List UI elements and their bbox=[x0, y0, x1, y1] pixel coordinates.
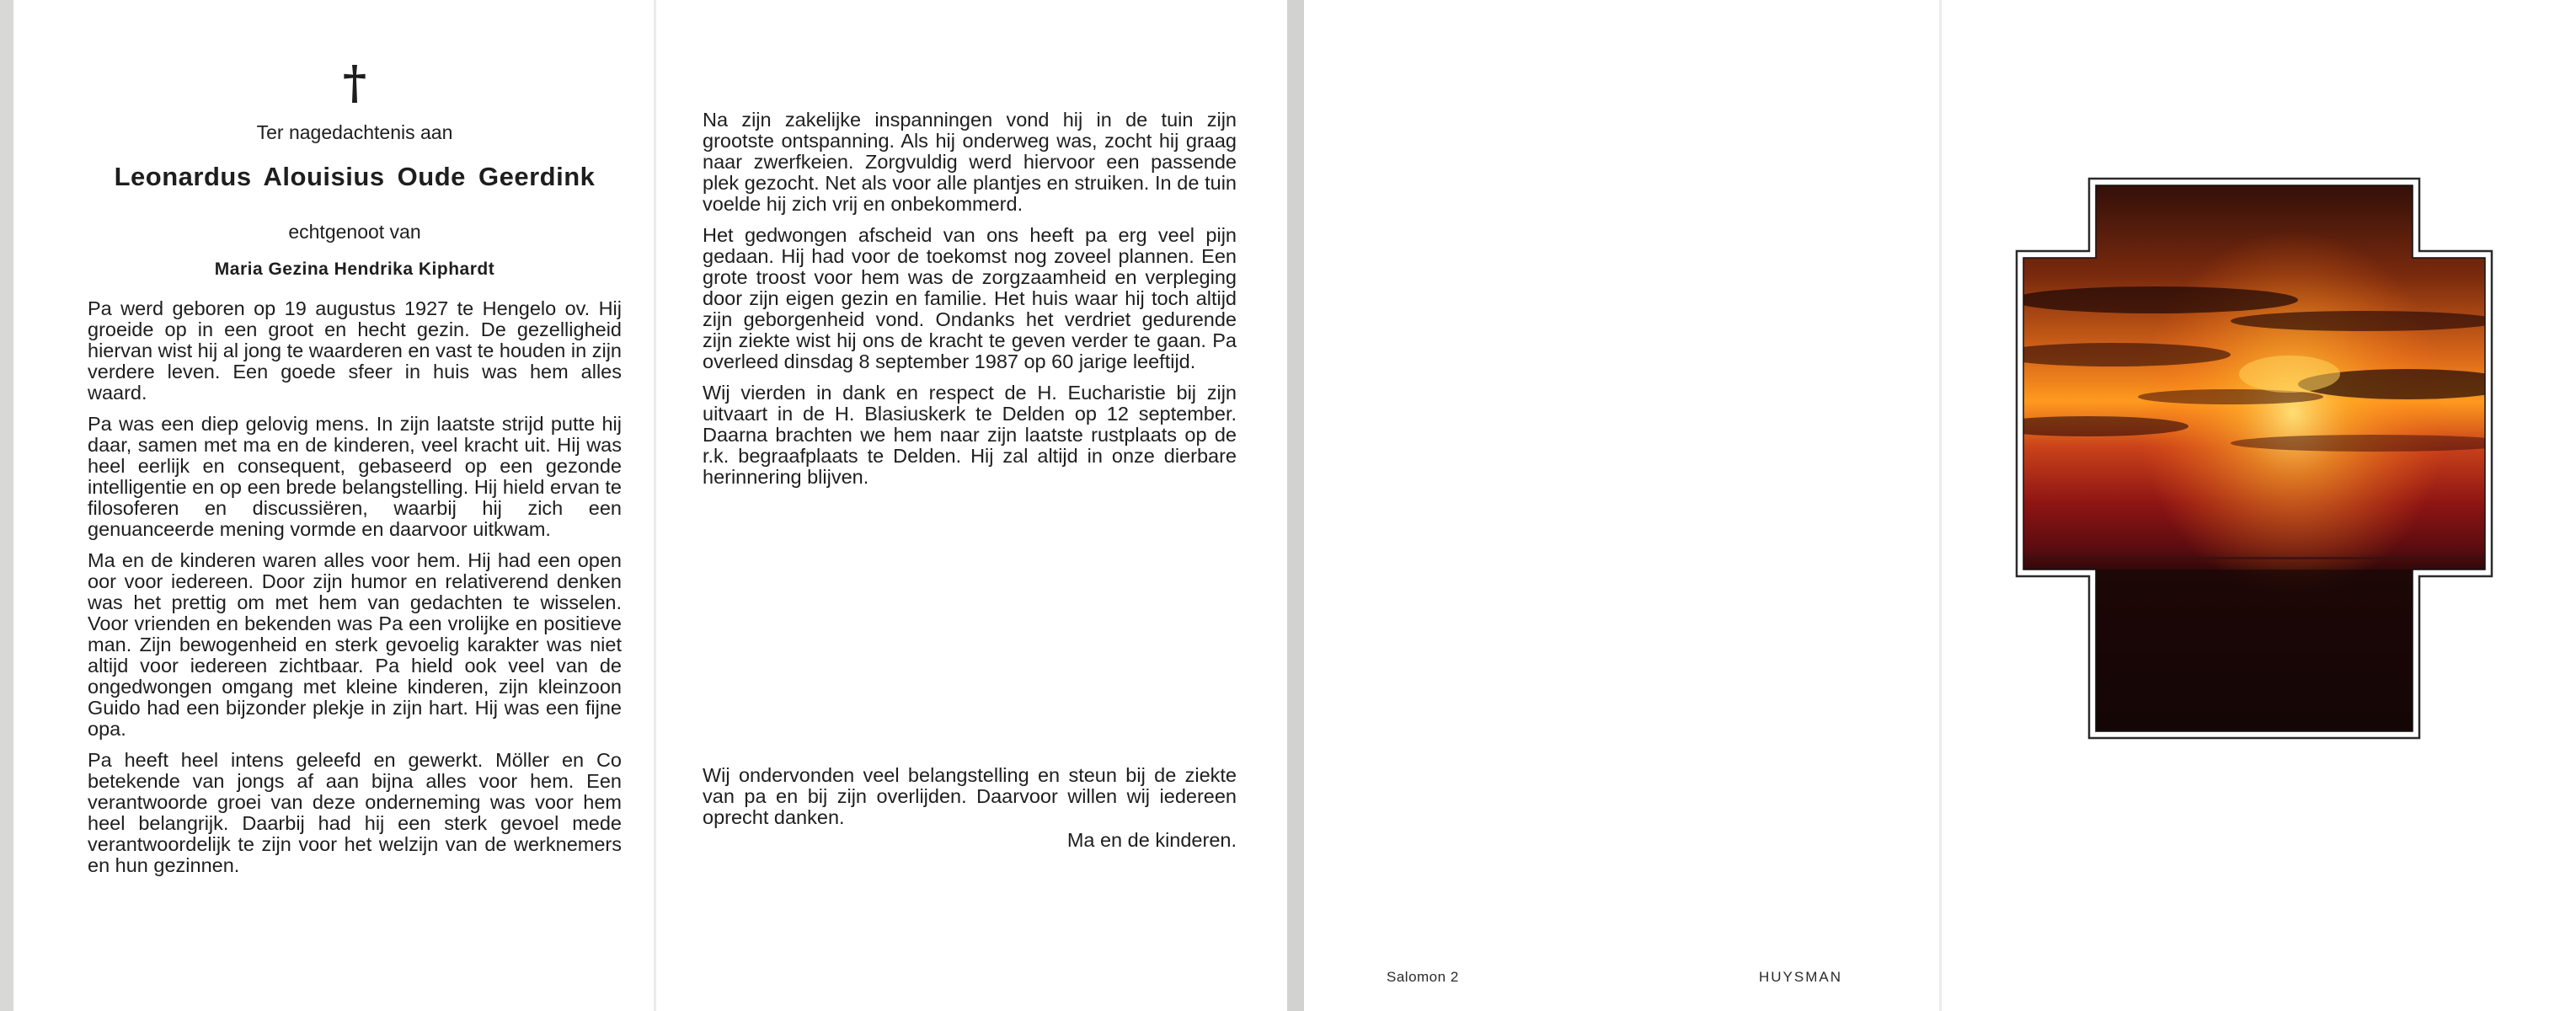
scan-gutter bbox=[1287, 0, 1304, 1011]
sunset-image bbox=[2012, 174, 2497, 743]
sunset-cross-photo bbox=[2012, 174, 2497, 743]
fold-line bbox=[1939, 0, 1942, 1011]
fold-line bbox=[654, 0, 656, 1011]
spouse-name: Maria Gezina Hendrika Kiphardt bbox=[214, 259, 495, 279]
memorial-intro: Ter nagedachtenis aan bbox=[256, 121, 453, 143]
biography-paragraph: Het gedwongen afscheid van ons heeft pa erg veel pijn gedaan. Hij had voor de toekomst nog zoveel plannen. Een grote troost voor hem was de zorgzaamheid en verpleging door zijn eigen gezin en familie. Het huis waar hij toch altijd zijn geborgenheid vond. Ondanks het verdriet gedurende zijn ziekte wist hij ons de kracht te geven verder te gaan. Pa overleed dinsdag 8 september 1987 op 60 jarige leeftijd. bbox=[703, 224, 1237, 372]
biography-paragraph: Na zijn zakelijke inspanningen vond hij in de tuin zijn grootste ontspanning. Als hij onderweg was, zocht hij graag naar zwerfkeien. Zorgvuldig werd hiervoor een passende plek gezocht. Net als voor alle plantjes en struiken. In de tuin voelde hij zich vrij en onbekommerd. bbox=[703, 109, 1237, 215]
signature: Ma en de kinderen. bbox=[1066, 829, 1237, 851]
thanks-text: Wij ondervonden veel belangstelling en steun bij de ziekte van pa en bij zijn overlijden. Daarvoor willen wij iedereen oprecht danken. bbox=[703, 764, 1237, 828]
cross-symbol: † bbox=[342, 56, 367, 110]
biography-paragraph: Wij vierden in dank en respect de H. Eucharistie bij zijn uitvaart in de H. Blasiuskerk te Delden op 12 september. Daarna brachten we hem naar zijn laatste rustplaats op de r.k. begraafplaats te Delden. Hij zal altijd in onze dierbare herinnering blijven. bbox=[703, 382, 1237, 488]
thanks-block bbox=[703, 765, 1237, 851]
card-code: Salomon 2 bbox=[1387, 969, 1459, 985]
deceased-name: Leonardus Alouisius Oude Geerdink bbox=[114, 162, 596, 191]
biography-column-right bbox=[703, 110, 1237, 498]
card-inner-spread bbox=[13, 0, 1287, 1011]
biography-column-left bbox=[88, 298, 622, 886]
biography-paragraph: Pa heeft heel intens geleefd en gewerkt. Möller en Co betekende van jongs af aan bijna alles voor hem. Een verantwoorde groei van deze onderneming was voor hem heel belangrijk. Daarbij had hij een sterk gevoel mede verantwoordelijk te zijn voor het welzijn van de werknemers en hun gezinnen. bbox=[88, 749, 622, 876]
biography-paragraph: Pa werd geboren op 19 augustus 1927 te Hengelo ov. Hij groeide op in een groot en hecht gezin. De gezelligheid hiervan wist hij al jong te waarderen en vast te houden in zijn verdere leven. Een goede sfeer in huis was hem alles waard. bbox=[88, 297, 622, 404]
spouse-label: echtgenoot van bbox=[288, 221, 421, 243]
biography-paragraph: Ma en de kinderen waren alles voor hem. Hij had een open oor voor iedereen. Door zijn humor en relativerend denken was het prettig om met hem van gedachten te wisselen. Voor vrienden en bekenden was Pa een vrolijke en positieve man. Zijn bewogenheid en sterk gevoelig karakter was niet altijd voor iedereen zichtbaar. Pa hield ook veel van de ongedwongen omgang met kleine kinderen, zijn kleinzoon Guido had een bijzonder plekje in zijn hart. Hij was een fijne opa. bbox=[88, 549, 622, 740]
biography-paragraph: Pa was een diep gelovig mens. In zijn laatste strijd putte hij daar, samen met ma en de kinderen, veel kracht uit. Hij was heel eerlijk en consequent, gebaseerd op een gezonde intelligentie en op een brede belangstelling. Hij hield ervan te filosoferen en discussiëren, waarbij hij zich een genuanceerde mening vormde en daarvoor uitkwam. bbox=[88, 413, 622, 540]
printer-name: HUYSMAN bbox=[1759, 969, 1843, 985]
